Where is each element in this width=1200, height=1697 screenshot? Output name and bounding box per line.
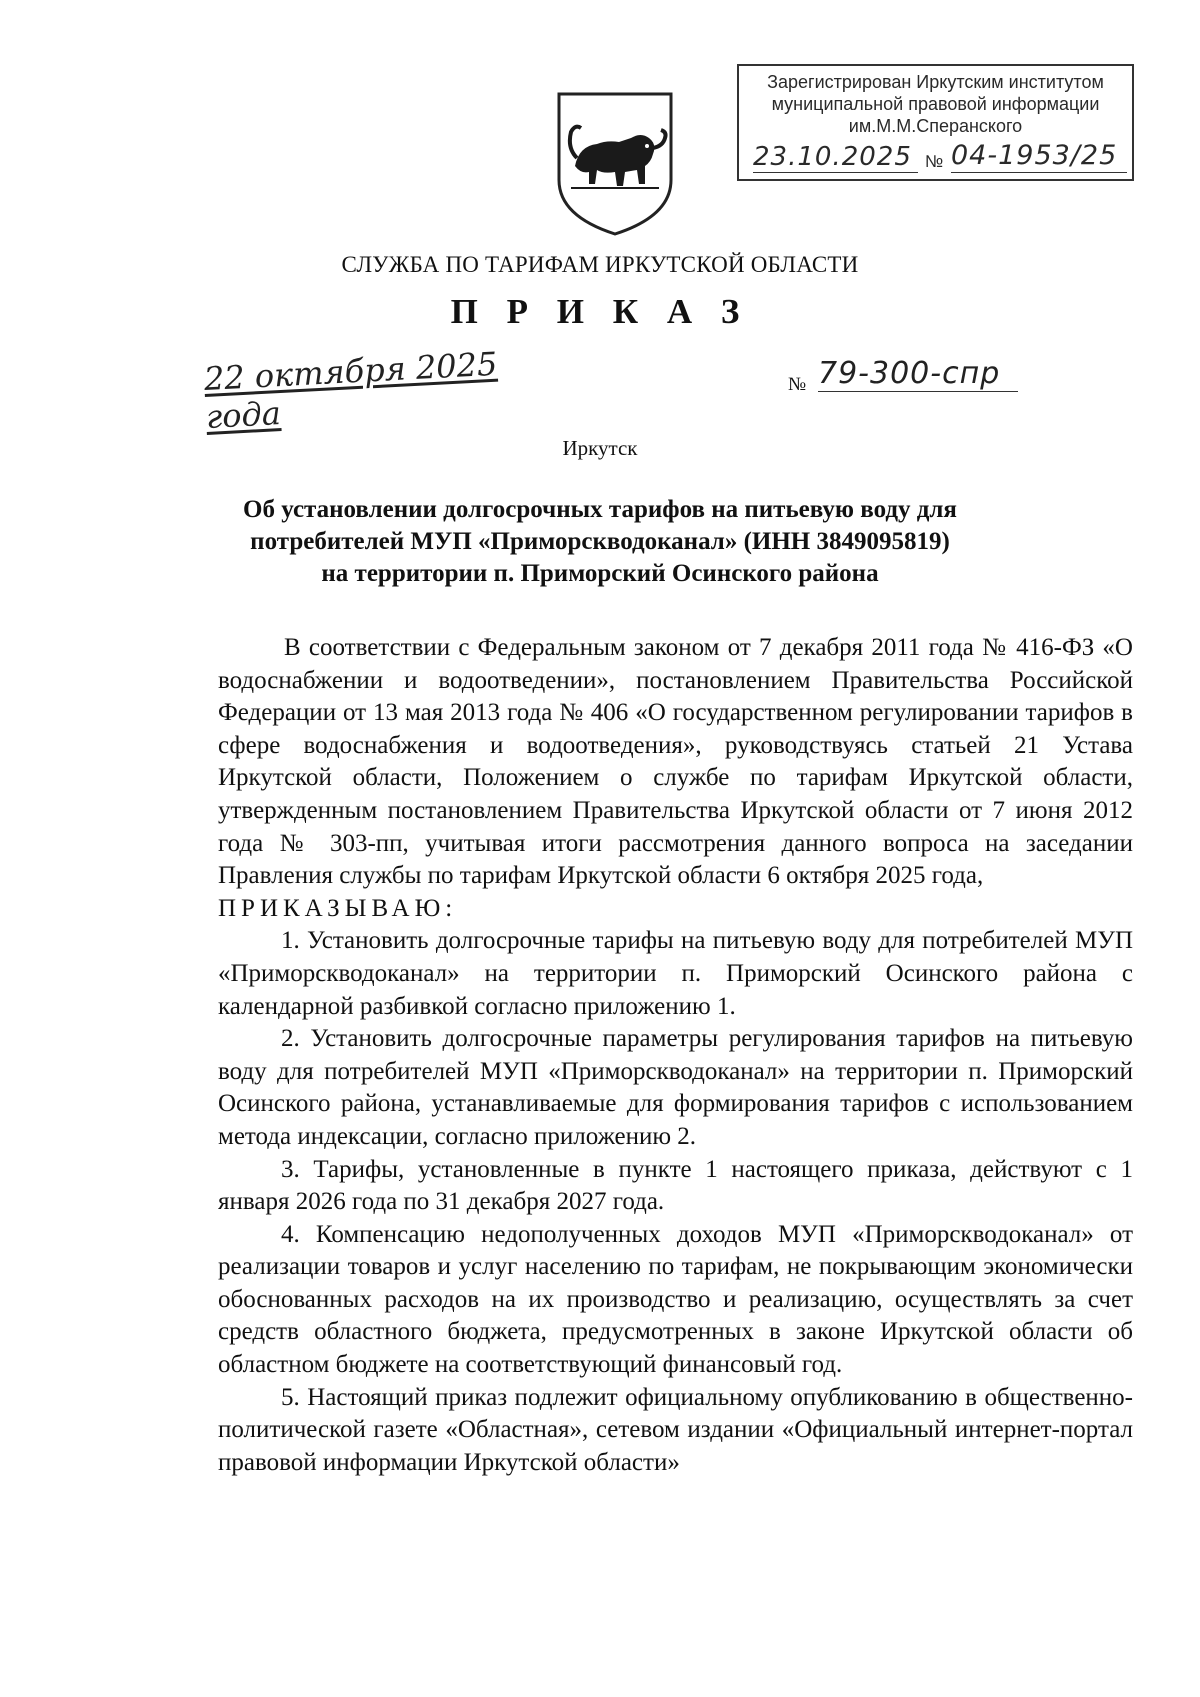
order-item-3: 3. Тарифы, установленные в пункте 1 настоящего приказа, действуют с 1 января 2026 года по 31 декабря 2027 года. [218, 1155, 1133, 1216]
stamp-line-1: Зарегистрирован Иркутским институтом [767, 72, 1104, 92]
handwritten-date: 22 октября 2025 года [203, 344, 499, 436]
decree-word: ПРИКАЗЫВАЮ: [218, 894, 458, 922]
order-item-5: 5. Настоящий приказ подлежит официальному опубликованию в общественно-политической газете «Областная», сетевом издании «Официальный интернет-портал правовой информации Иркутской области» [218, 1383, 1133, 1476]
order-number-label: № [788, 374, 807, 395]
coat-of-arms-icon [553, 88, 677, 238]
stamp-number: 04-1953/25 [951, 140, 1127, 173]
stamp-number-label: № [925, 152, 944, 171]
order-subject-title: Об установлении долгосрочных тарифов на питьевую воду для потребителей МУП «Приморскводоканал» (ИНН 3849095819) на территории п. Приморский Осинского района [243, 496, 957, 587]
stamp-line-3: им.М.М.Сперанского [848, 116, 1023, 136]
registration-stamp [737, 64, 1134, 181]
city-name: Иркутск [562, 436, 638, 460]
agency-name: СЛУЖБА ПО ТАРИФАМ ИРКУТСКОЙ ОБЛАСТИ [341, 252, 859, 277]
document-type-heading: П Р И К А З [450, 292, 750, 331]
handwritten-order-number: 79-300-спр [818, 356, 1018, 392]
stamp-line-2: муниципальной правовой информации [771, 94, 1100, 114]
order-item-4: 4. Компенсацию недополученных доходов МУП «Приморскводоканал» от реализации товаров и услуг населению по тарифам, не покрывающим экономически обоснованных расходов на их производство и реализацию, осуществлять за счет средств областного бюджета, предусмотренных в законе Иркутской области об областном бюджете на соответствующий финансовый год. [218, 1220, 1133, 1379]
order-body [218, 632, 1133, 1479]
order-item-2: 2. Установить долгосрочные параметры регулирования тарифов на питьевую воду для потребителей МУП «Приморскводоканал» на территории п. Приморский Осинского района, устанавливаемые для формирования тарифов с использованием метода индексации, согласно приложению 2. [218, 1025, 1133, 1150]
stamp-date: 23.10.2025 [753, 142, 918, 173]
order-item-1: 1. Установить долгосрочные тарифы на питьевую воду для потребителей МУП «Приморскводоканал» на территории п. Приморский Осинского района с календарной разбивкой согласно приложению 1. [218, 927, 1133, 1020]
preamble-paragraph: В соответствии с Федеральным законом от 7 декабря 2011 года № 416-ФЗ «О водоснабжении и водоотведении», постановлением Правительства Российской Федерации от 13 мая 2013 года № 406 «О государственном регулировании тарифов в сфере водоснабжения и водоотведения», руководствуясь статьей 21 Устава Иркутской области, Положением о службе по тарифам Иркутской области, утвержденным постановлением Правительства Иркутской области от 7 июня 2012 года № 303-пп, учитывая итоги рассмотрения данного вопроса на заседании Правления службы по тарифам Иркутской области 6 октября 2025 года, [218, 634, 1133, 890]
